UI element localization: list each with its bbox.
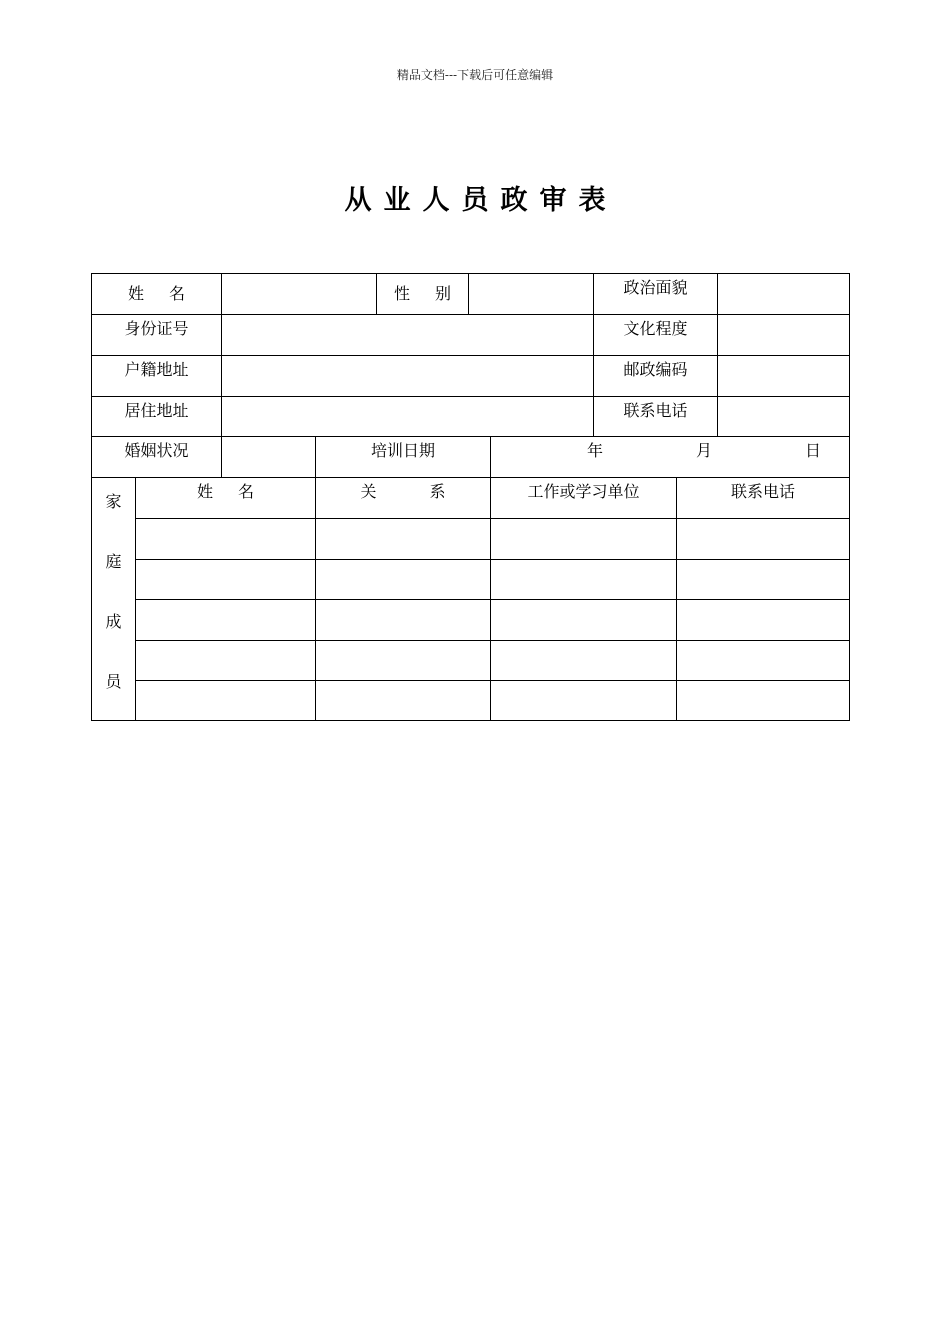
name-field[interactable] xyxy=(221,273,377,315)
family-cell-workplace[interactable] xyxy=(490,518,677,560)
family-cell-phone[interactable] xyxy=(676,640,850,681)
family-cell-name[interactable] xyxy=(135,559,316,600)
family-cell-relation[interactable] xyxy=(315,518,491,560)
family-cell-relation[interactable] xyxy=(315,599,491,641)
family-cell-name[interactable] xyxy=(135,640,316,681)
date-day-label: 日 xyxy=(805,441,822,460)
date-year-label: 年 xyxy=(587,441,604,460)
family-label-char: 庭 xyxy=(105,552,122,571)
family-cell-phone[interactable] xyxy=(676,599,850,641)
id-number-field[interactable] xyxy=(221,314,594,356)
page-title: 从业人员政审表 xyxy=(344,185,618,216)
family-cell-phone[interactable] xyxy=(676,559,850,600)
family-label-char: 家 xyxy=(105,492,122,511)
family-col-relation: 关 系 xyxy=(315,477,491,519)
id-number-label: 身份证号 xyxy=(91,314,222,356)
family-cell-name[interactable] xyxy=(135,680,316,721)
family-cell-phone[interactable] xyxy=(676,518,850,560)
family-cell-workplace[interactable] xyxy=(490,559,677,600)
political-status-label: 政治面貌 xyxy=(593,273,718,315)
family-cell-name[interactable] xyxy=(135,518,316,560)
family-cell-phone[interactable] xyxy=(676,680,850,721)
family-label-char: 员 xyxy=(105,672,122,691)
political-status-field[interactable] xyxy=(717,273,850,315)
family-cell-relation[interactable] xyxy=(315,559,491,600)
residence-address-field[interactable] xyxy=(221,396,594,437)
family-col-workplace: 工作或学习单位 xyxy=(490,477,677,519)
family-cell-workplace[interactable] xyxy=(490,599,677,641)
residence-address-label: 居住地址 xyxy=(91,396,222,437)
contact-phone-field[interactable] xyxy=(717,396,850,437)
marital-status-field[interactable] xyxy=(221,436,316,478)
contact-phone-label: 联系电话 xyxy=(593,396,718,437)
marital-status-label: 婚姻状况 xyxy=(91,436,222,478)
family-cell-workplace[interactable] xyxy=(490,640,677,681)
gender-label: 性 别 xyxy=(376,273,469,315)
family-members-section-label xyxy=(91,477,136,721)
family-cell-relation[interactable] xyxy=(315,680,491,721)
training-date-field[interactable] xyxy=(490,436,850,478)
name-label: 姓 名 xyxy=(91,273,222,315)
family-label-char: 成 xyxy=(105,612,122,631)
family-cell-workplace[interactable] xyxy=(490,680,677,721)
postal-code-label: 邮政编码 xyxy=(593,355,718,397)
family-cell-name[interactable] xyxy=(135,599,316,641)
training-date-label: 培训日期 xyxy=(315,436,491,478)
date-month-label: 月 xyxy=(696,441,713,460)
gender-field[interactable] xyxy=(468,273,594,315)
family-col-phone: 联系电话 xyxy=(676,477,850,519)
family-col-name: 姓 名 xyxy=(135,477,316,519)
header-note: 精品文档---下载后可任意编辑 xyxy=(396,68,554,82)
household-address-label: 户籍地址 xyxy=(91,355,222,397)
postal-code-field[interactable] xyxy=(717,355,850,397)
family-cell-relation[interactable] xyxy=(315,640,491,681)
education-label: 文化程度 xyxy=(593,314,718,356)
education-field[interactable] xyxy=(717,314,850,356)
household-address-field[interactable] xyxy=(221,355,594,397)
